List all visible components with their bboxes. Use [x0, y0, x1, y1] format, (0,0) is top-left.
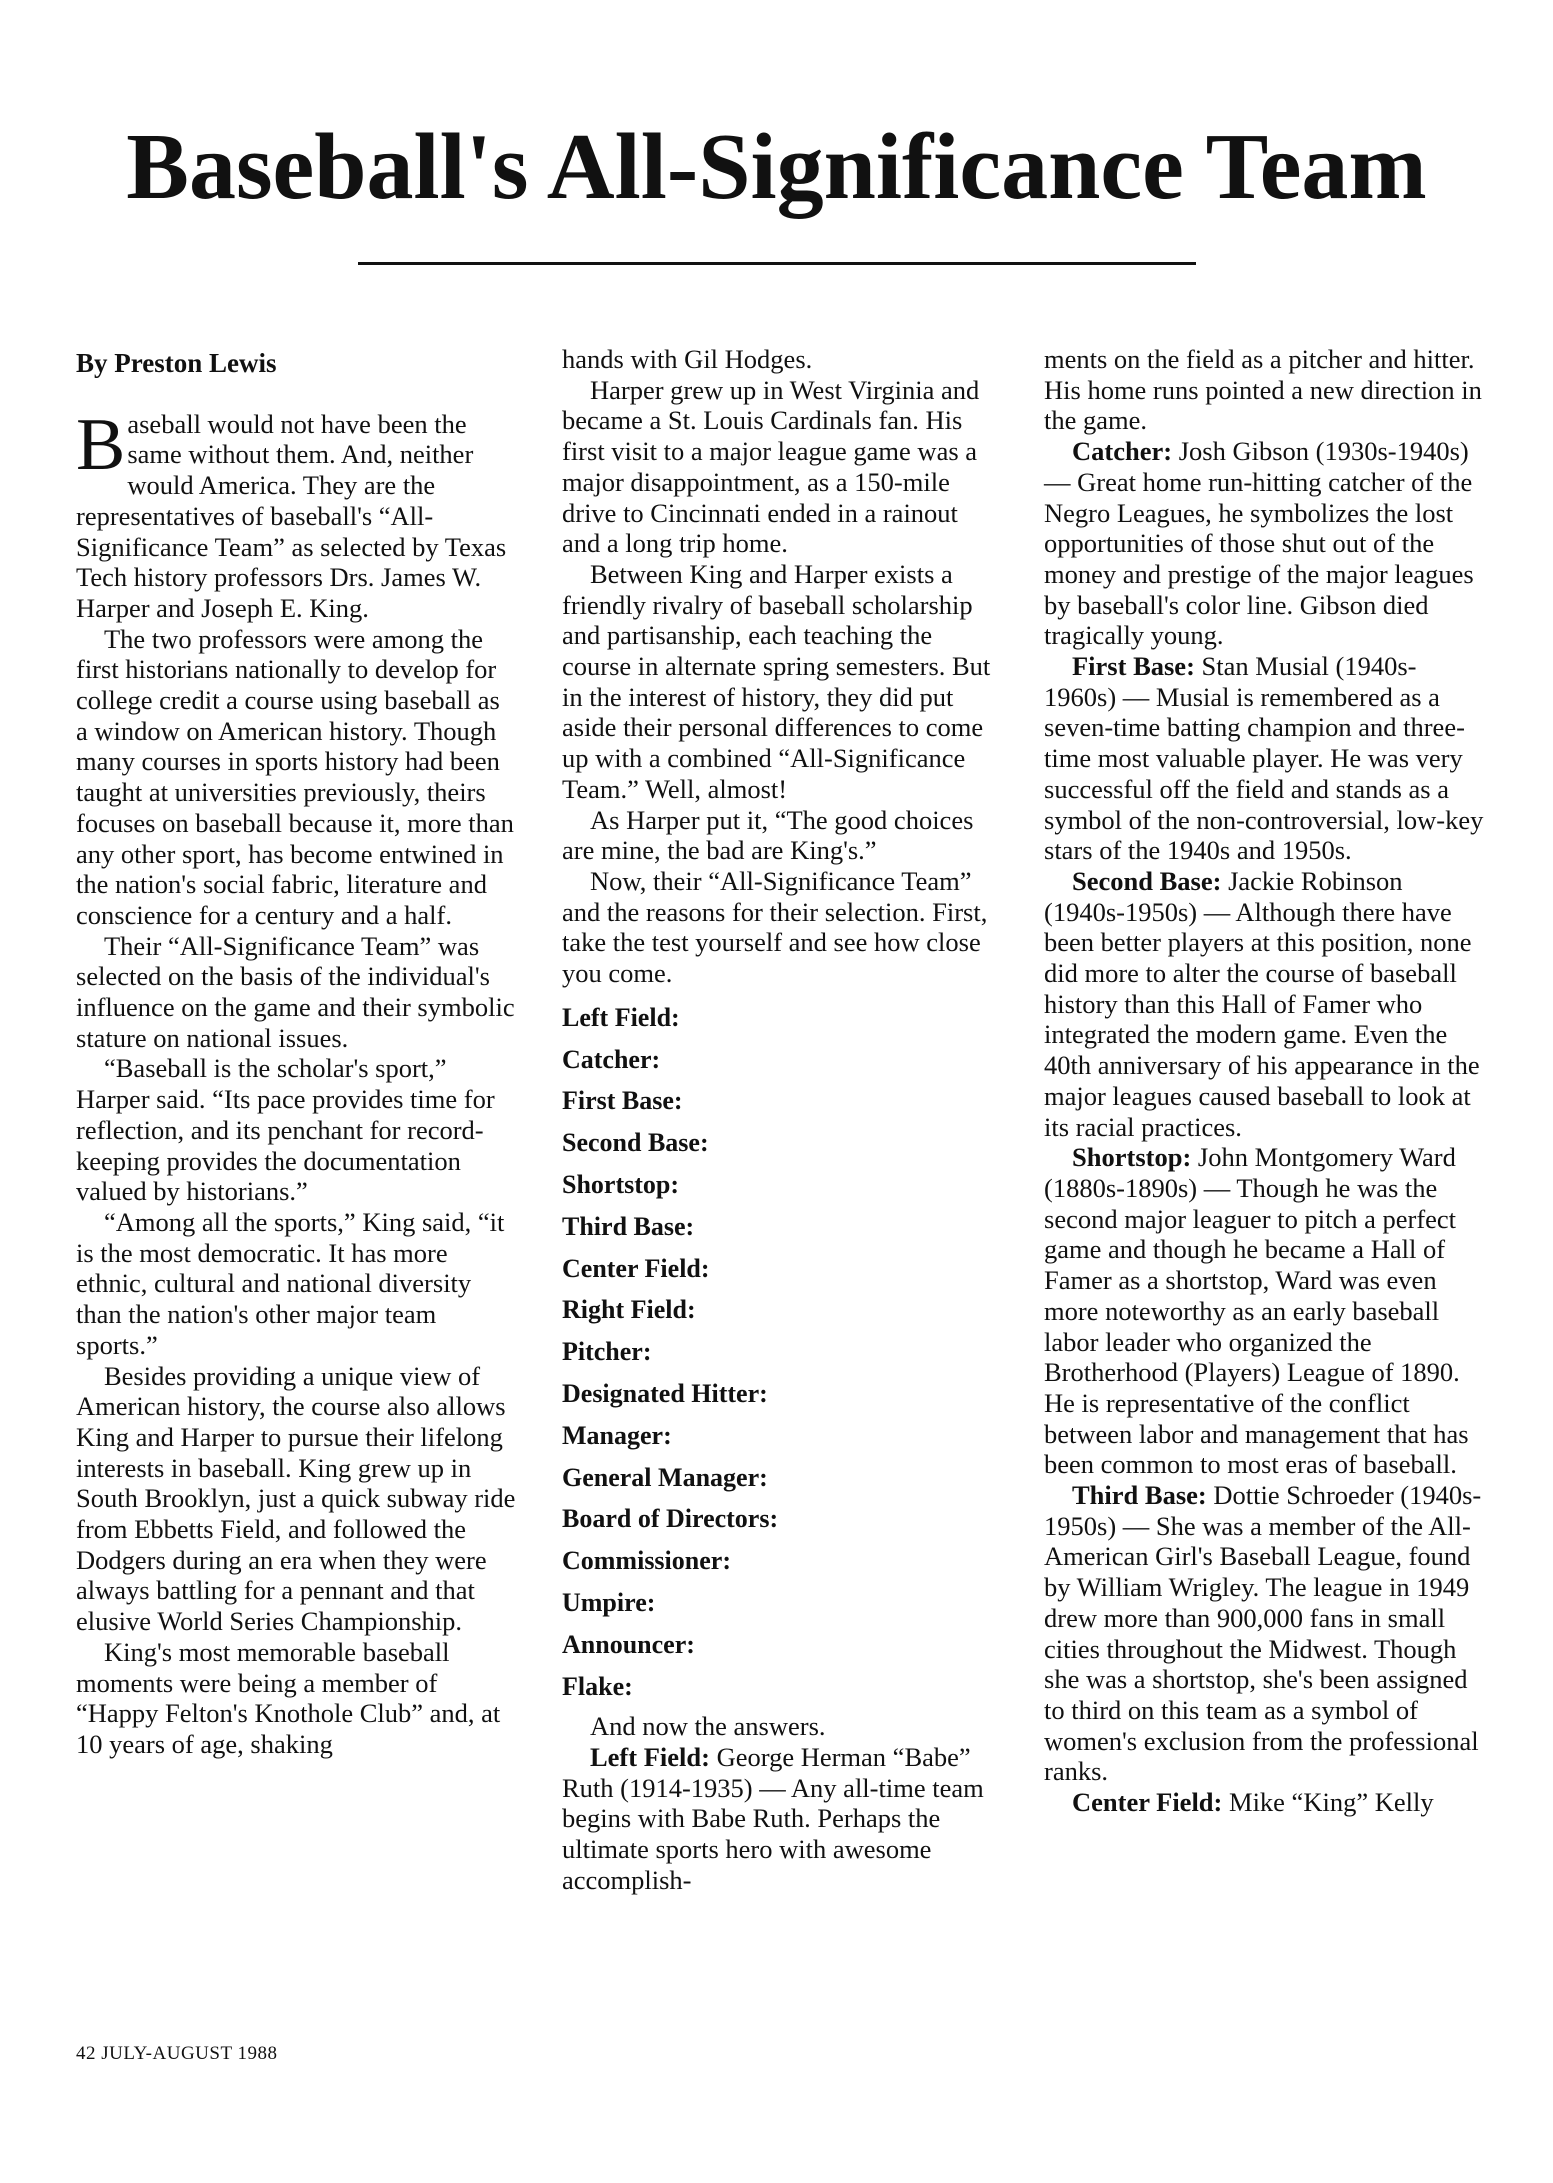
answer-text: Josh Gibson (1930s-1940s) — Great home run-hitting catcher of the Negro Leagues, he symbolizes the lost opportunities of those shut out of the money and prestige of the major leagues by baseball's color line. Gibson died tragically young.	[1044, 436, 1474, 651]
answer-center-field	[1044, 1787, 1484, 1818]
intro-text: aseball would not have been the same without them. And, neither would America. They are the representatives of baseball's “All-Significance Team” as selected by Texas Tech history professors Drs. James W. Harper and Joseph E. King.	[76, 408, 507, 623]
answer-label: Second Base:	[1072, 865, 1222, 896]
answer-text: Stan Musial (1940s-1960s) — Musial is remembered as a seven-time batting champion and three-time most valuable player. He was very successful off the field and stands as a symbol of the non-controversial, low-key stars of the 1940s and 1950s.	[1044, 651, 1484, 866]
quiz-position: Third Base:	[562, 1211, 695, 1241]
answer-text: Jackie Robinson (1940s-1950s) — Although there have been better players at this position, none did more to alter the course of baseball history than this Hall of Famer who integrated the modern game. Even the 40th anniversary of his appearance in the major leagues caused baseball to look at its racial practices.	[1044, 865, 1480, 1142]
paragraph: Their “All-Significance Team” was selected on the basis of the individual's influence on the game and their symbolic stature on national issues.	[76, 930, 515, 1053]
paragraph: As Harper put it, “The good choices are mine, the bad are King's.”	[562, 804, 974, 866]
answer-label: Third Base:	[1072, 1480, 1207, 1511]
paragraph: King's most memorable baseball moments were being a member of “Happy Felton's Knothole Club” and, at 10 years of age, shaking	[76, 1636, 501, 1759]
paragraph: Now, their “All-Significance Team” and the reasons for their selection. First, take the test yourself and see how close you come.	[562, 865, 988, 989]
quiz-position: Catcher:	[562, 1044, 661, 1074]
answer-label: Left Field:	[590, 1742, 710, 1773]
answer-first-base	[1044, 651, 1484, 866]
answer-label: Catcher:	[1072, 436, 1173, 467]
answer-text: John Montgomery Ward (1880s-1890s) — Though he was the second major leaguer to pitch a perfect game and though he became a Hall of Famer as a shortstop, Ward was even more noteworthy as an early baseball labor leader who organized the Brotherhood (Players) League of 1890. He is representative of the conflict between labor and management that has been common to most eras of baseball.	[1044, 1142, 1469, 1480]
quiz-position: General Manager:	[562, 1462, 768, 1492]
quiz-position: Second Base:	[562, 1128, 709, 1158]
answer-text: Dottie Schroeder (1940s-1950s) — She was a member of the All-American Girl's Baseball League, found by William Wrigley. The league in 1949 drew more than 900,000 fans in small cities throughout the Midwest. Though she was a shortstop, she's been assigned to third on this team as a symbol of women's exclusion from the professional ranks.	[1044, 1480, 1482, 1787]
paragraph: “Among all the sports,” King said, “it is the most democratic. It has more ethnic, cultural and national diversity than the nation's other major team sports.”	[76, 1206, 505, 1360]
column-3	[1044, 344, 1484, 1818]
quiz-position: Flake:	[562, 1671, 633, 1701]
quiz-position-list	[562, 997, 1002, 1708]
quiz-position: Left Field:	[562, 1002, 680, 1032]
answer-label: Shortstop:	[1072, 1142, 1192, 1173]
title-rule	[358, 262, 1196, 265]
quiz-position: Umpire:	[562, 1587, 656, 1617]
paragraph: ments on the field as a pitcher and hitter. His home runs pointed a new direction in the game.	[1044, 344, 1482, 436]
quiz-position: Right Field:	[562, 1295, 696, 1325]
answer-text: Mike “King” Kelly	[1222, 1787, 1434, 1818]
answer-second-base	[1044, 866, 1484, 1142]
answer-catcher	[1044, 436, 1484, 651]
answer-label: First Base:	[1072, 651, 1195, 682]
column-2	[562, 344, 1002, 1896]
article-title: Baseball's All-Significance Team	[126, 115, 1427, 219]
answer-shortstop	[1044, 1142, 1484, 1480]
quiz-position: Designated Hitter:	[562, 1378, 768, 1408]
answer-text: George Herman “Babe” Ruth (1914-1935) — Any all-time team begins with Babe Ruth. Perhaps the ultimate sports hero with awesome accomplish-	[562, 1742, 984, 1895]
paragraph: The two professors were among the first historians nationally to develop for college credit a course using baseball as a window on American history. Though many courses in sports history had been taught at universities previously, theirs focuses on baseball because it, more than any other sport, has become entwined in the nation's social fabric, literature and conscience for a century and a half.	[76, 623, 514, 930]
quiz-position: Announcer:	[562, 1629, 695, 1659]
column-1	[76, 348, 516, 1760]
drop-cap: B	[76, 403, 126, 486]
quiz-position: Pitcher:	[562, 1337, 652, 1367]
paragraph: Harper grew up in West Virginia and became a St. Louis Cardinals fan. His first visit to a major league game was a major disappointment, as a 150-mile drive to Cincinnati ended in a rainout and a long trip home.	[562, 374, 980, 559]
page-footer: 42 JULY-AUGUST 1988	[76, 2043, 278, 2064]
answer-third-base	[1044, 1480, 1484, 1787]
quiz-position: First Base:	[562, 1086, 683, 1116]
quiz-position: Board of Directors:	[562, 1504, 779, 1534]
answer-left-field	[562, 1742, 1002, 1896]
paragraph: “Baseball is the scholar's sport,” Harper said. “Its pace provides time for reflection, and its penchant for record-keeping provides the documentation valued by historians.”	[76, 1053, 495, 1207]
byline: By Preston Lewis	[76, 348, 277, 378]
quiz-position: Center Field:	[562, 1253, 710, 1283]
paragraph: hands with Gil Hodges.	[562, 344, 813, 374]
paragraph: Besides providing a unique view of American history, the course also allows King and Harper to pursue their lifelong interests in baseball. King grew up in South Brooklyn, just a quick subway ride from Ebbetts Field, and followed the Dodgers during an era when they were always battling for a pennant and that elusive World Series Championship.	[76, 1360, 516, 1637]
answers-intro: And now the answers.	[590, 1711, 826, 1742]
intro-paragraph	[76, 403, 516, 624]
quiz-position: Manager:	[562, 1420, 672, 1450]
paragraph: Between King and Harper exists a friendly rivalry of baseball scholarship and partisanship, each teaching the course in alternate spring semesters. But in the interest of history, they did put aside their personal differences to come up with a combined “All-Significance Team.” Well, almost!	[562, 558, 991, 804]
quiz-position: Shortstop:	[562, 1169, 680, 1199]
answer-label: Center Field:	[1072, 1787, 1223, 1818]
quiz-position: Commissioner:	[562, 1546, 731, 1576]
